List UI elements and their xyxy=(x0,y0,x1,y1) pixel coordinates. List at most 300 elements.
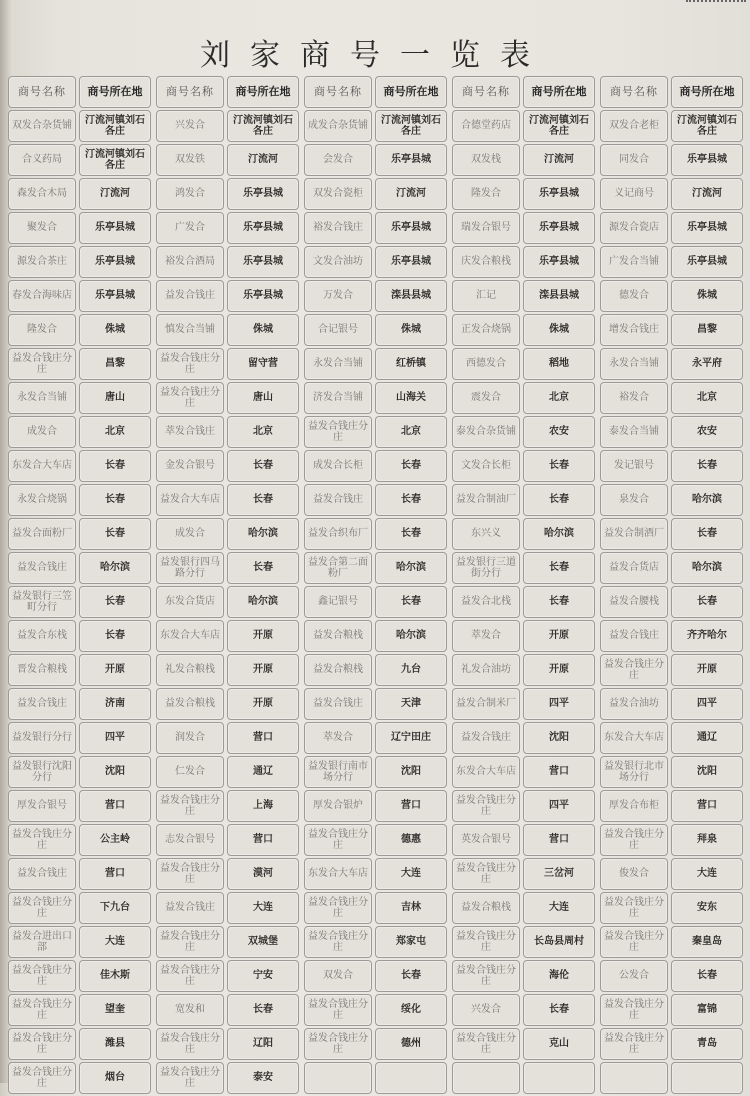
shop-name-cell: 益发合钱庄分庄 xyxy=(8,348,76,380)
table-row xyxy=(452,110,595,142)
shop-location-cell: 乐亭县城 xyxy=(227,246,299,278)
shop-location-cell: 长春 xyxy=(671,586,743,618)
shop-location-cell: 长春 xyxy=(671,518,743,550)
shop-name-cell: 益发合面粉厂 xyxy=(8,518,76,550)
table-row xyxy=(600,960,743,992)
shop-name-cell: 东发合大车店 xyxy=(452,756,520,788)
shop-name-cell: 慎发合当铺 xyxy=(156,314,224,346)
shop-name-cell: 益发合东栈 xyxy=(8,620,76,652)
shop-location-cell: 漠河 xyxy=(227,858,299,890)
table-row xyxy=(156,1062,299,1094)
shop-name-cell: 瑞发合银号 xyxy=(452,212,520,244)
shop-name-cell: 源发合瓷店 xyxy=(600,212,668,244)
table-row xyxy=(304,824,447,856)
table-row xyxy=(600,586,743,618)
shop-name-cell: 润发合 xyxy=(156,722,224,754)
shop-location-cell: 乐亭县城 xyxy=(79,246,151,278)
shop-location-cell: 富锦 xyxy=(671,994,743,1026)
shop-location-cell: 稻地 xyxy=(523,348,595,380)
shop-location-cell: 开原 xyxy=(523,654,595,686)
shop-name-cell: 万发合 xyxy=(304,280,372,312)
shop-location-cell: 汀流河镇刘石各庄 xyxy=(79,110,151,142)
shop-location-cell: 三岔河 xyxy=(523,858,595,890)
table-row xyxy=(304,790,447,822)
shop-name-cell: 成发合 xyxy=(8,416,76,448)
shop-name-cell: 益发合钱庄分庄 xyxy=(304,1028,372,1060)
shop-name-cell: 益发银行三道街分行 xyxy=(452,552,520,584)
shop-name-cell: 益发银行三笠町分行 xyxy=(8,586,76,618)
shop-location-cell: 长春 xyxy=(671,450,743,482)
table-row xyxy=(304,722,447,754)
shop-location-cell: 营口 xyxy=(79,790,151,822)
table-row xyxy=(600,620,743,652)
table-row xyxy=(8,144,151,176)
shop-name-cell: 德发合 xyxy=(600,280,668,312)
shop-location-cell: 汀流河 xyxy=(671,178,743,210)
shop-name-cell: 汇记 xyxy=(452,280,520,312)
shop-location-cell: 下九台 xyxy=(79,892,151,924)
header-row xyxy=(600,76,743,108)
shop-location-cell: 长春 xyxy=(375,960,447,992)
table-row xyxy=(304,960,447,992)
table-row xyxy=(452,382,595,414)
shop-name-cell: 益发合钱庄 xyxy=(8,858,76,890)
table-row xyxy=(8,314,151,346)
shop-location-cell: 汀流河 xyxy=(523,144,595,176)
shop-location-cell: 汀流河 xyxy=(375,178,447,210)
table-row xyxy=(304,586,447,618)
table-row xyxy=(452,518,595,550)
shop-location-cell: 沈阳 xyxy=(375,756,447,788)
table-row xyxy=(8,450,151,482)
shop-name-cell: 益发合钱庄 xyxy=(304,484,372,516)
table-row xyxy=(304,1062,447,1094)
shop-location-cell: 德惠 xyxy=(375,824,447,856)
table-row xyxy=(156,450,299,482)
shop-name-cell: 益发合进出口部 xyxy=(8,926,76,958)
table-row xyxy=(304,654,447,686)
shop-location-cell: 绥化 xyxy=(375,994,447,1026)
table-row xyxy=(156,212,299,244)
table-row xyxy=(8,212,151,244)
shop-location-cell: 唐山 xyxy=(227,382,299,414)
shop-location-cell: 安东 xyxy=(671,892,743,924)
table-row xyxy=(452,212,595,244)
table-row xyxy=(156,552,299,584)
shop-name-cell: 益发合钱庄分庄 xyxy=(304,926,372,958)
shop-location-cell: 长春 xyxy=(227,450,299,482)
table-row xyxy=(600,450,743,482)
shop-location-cell: 长春 xyxy=(375,484,447,516)
shop-name-cell: 永发合当铺 xyxy=(304,348,372,380)
shop-name-cell: 益发合钱庄分庄 xyxy=(156,348,224,380)
shop-location-cell: 乐亭县城 xyxy=(375,212,447,244)
shop-name-cell: 正发合烧锅 xyxy=(452,314,520,346)
shop-name-cell: 发记银号 xyxy=(600,450,668,482)
shop-location-cell: 哈尔滨 xyxy=(523,518,595,550)
shop-name-cell: 益发合钱庄 xyxy=(600,620,668,652)
shop-name-cell: 文发合油坊 xyxy=(304,246,372,278)
shop-name-cell: 益发合制油厂 xyxy=(452,484,520,516)
table-row xyxy=(156,110,299,142)
shop-name-cell: 合德堂药店 xyxy=(452,110,520,142)
shop-name-cell: 永发合烧锅 xyxy=(8,484,76,516)
table-row xyxy=(600,314,743,346)
shop-location-cell: 长春 xyxy=(79,518,151,550)
shop-location-cell: 农安 xyxy=(671,416,743,448)
shop-location-cell: 北京 xyxy=(671,382,743,414)
table-row xyxy=(8,960,151,992)
shop-name-cell: 益发银行四马路分行 xyxy=(156,552,224,584)
shop-location-cell: 佳木斯 xyxy=(79,960,151,992)
header-shop-name: 商号名称 xyxy=(156,76,224,108)
table-row xyxy=(156,654,299,686)
table-row xyxy=(600,994,743,1026)
page-edge-mark xyxy=(686,0,746,5)
table-row xyxy=(304,994,447,1026)
table-row xyxy=(452,246,595,278)
shop-location-cell: 北京 xyxy=(227,416,299,448)
header-row xyxy=(156,76,299,108)
shop-name-cell: 益发合货店 xyxy=(600,552,668,584)
shop-name-cell: 英发合银号 xyxy=(452,824,520,856)
table-row xyxy=(8,722,151,754)
shop-name-cell: 隆发合 xyxy=(452,178,520,210)
shop-location-cell: 长春 xyxy=(523,552,595,584)
table-row xyxy=(156,280,299,312)
shop-location-cell: 开原 xyxy=(227,688,299,720)
shop-location-cell: 望奎 xyxy=(79,994,151,1026)
shop-location-cell xyxy=(375,1062,447,1094)
shop-name-cell: 益发合钱庄分庄 xyxy=(8,1062,76,1094)
table-row xyxy=(600,178,743,210)
shop-location-cell: 乐亭县城 xyxy=(227,280,299,312)
table-row xyxy=(452,960,595,992)
shop-name-cell: 益发合钱庄 xyxy=(452,722,520,754)
header-shop-name: 商号名称 xyxy=(600,76,668,108)
table-row xyxy=(156,858,299,890)
shop-location-cell: 潍县 xyxy=(79,1028,151,1060)
shop-location-cell: 乐亭县城 xyxy=(79,280,151,312)
shop-location-cell: 长春 xyxy=(79,620,151,652)
shop-location-cell: 营口 xyxy=(227,722,299,754)
shop-name-cell: 益发合制米厂 xyxy=(452,688,520,720)
table-row xyxy=(452,994,595,1026)
shop-name-cell: 益发合钱庄分庄 xyxy=(156,858,224,890)
shop-location-cell: 长春 xyxy=(375,450,447,482)
shop-location-cell: 青岛 xyxy=(671,1028,743,1060)
table-row xyxy=(304,382,447,414)
table-row xyxy=(8,110,151,142)
shop-location-cell: 泰安 xyxy=(227,1062,299,1094)
shop-location-cell: 沈阳 xyxy=(79,756,151,788)
shop-location-cell: 大连 xyxy=(671,858,743,890)
page-title: 刘家商号一览表 xyxy=(200,38,550,73)
shop-name-cell: 金发合银号 xyxy=(156,450,224,482)
shop-location-cell: 天津 xyxy=(375,688,447,720)
header-row xyxy=(304,76,447,108)
shop-location-cell xyxy=(671,1062,743,1094)
table-row xyxy=(8,994,151,1026)
shop-name-cell: 泰发合当铺 xyxy=(600,416,668,448)
table-row xyxy=(304,756,447,788)
shop-name-cell: 增发合钱庄 xyxy=(600,314,668,346)
shop-name-cell: 同发合 xyxy=(600,144,668,176)
table-row xyxy=(8,586,151,618)
shop-location-cell: 吉林 xyxy=(375,892,447,924)
shop-name-cell: 裕发合酒局 xyxy=(156,246,224,278)
shop-location-cell: 乐亭县城 xyxy=(523,246,595,278)
table-row xyxy=(8,416,151,448)
shop-name-cell: 聚发合 xyxy=(8,212,76,244)
shop-name-cell: 成发合 xyxy=(156,518,224,550)
shop-name-cell: 双发合 xyxy=(304,960,372,992)
table-row xyxy=(8,926,151,958)
table-row xyxy=(156,994,299,1026)
shop-name-cell: 志发合银号 xyxy=(156,824,224,856)
table-row xyxy=(452,348,595,380)
table-row xyxy=(452,1028,595,1060)
table-group-3 xyxy=(304,76,447,1096)
shop-name-cell: 益发合钱庄分庄 xyxy=(156,1028,224,1060)
table-row xyxy=(8,620,151,652)
shop-name-cell: 益发合钱庄分庄 xyxy=(452,926,520,958)
table-group-2 xyxy=(156,76,299,1096)
table-row xyxy=(600,858,743,890)
table-row xyxy=(452,314,595,346)
table-row xyxy=(600,382,743,414)
shop-name-cell: 益发银行南市场分行 xyxy=(304,756,372,788)
table-row xyxy=(304,144,447,176)
header-shop-location: 商号所在地 xyxy=(79,76,151,108)
table-row xyxy=(304,518,447,550)
header-shop-location: 商号所在地 xyxy=(375,76,447,108)
shop-name-cell: 东兴义 xyxy=(452,518,520,550)
table-row xyxy=(452,552,595,584)
shop-location-cell: 北京 xyxy=(375,416,447,448)
table-row xyxy=(156,756,299,788)
shop-name-cell: 隆发合 xyxy=(8,314,76,346)
table-row xyxy=(304,892,447,924)
shop-name-cell: 益发合钱庄 xyxy=(8,552,76,584)
shop-location-cell: 海伦 xyxy=(523,960,595,992)
table-row xyxy=(8,1062,151,1094)
shop-name-cell: 益发合北栈 xyxy=(452,586,520,618)
shop-location-cell: 营口 xyxy=(671,790,743,822)
shop-location-cell: 侏城 xyxy=(523,314,595,346)
shop-name-cell: 益发合钱庄分庄 xyxy=(452,1028,520,1060)
shop-location-cell: 九台 xyxy=(375,654,447,686)
shop-name-cell xyxy=(452,1062,520,1094)
shop-name-cell: 宽发和 xyxy=(156,994,224,1026)
table-row xyxy=(8,654,151,686)
table-row xyxy=(156,824,299,856)
shop-name-cell: 益发合粮栈 xyxy=(304,654,372,686)
shop-name-cell: 义记商号 xyxy=(600,178,668,210)
table-row xyxy=(304,416,447,448)
table-row xyxy=(304,1028,447,1060)
table-row xyxy=(304,620,447,652)
shop-name-cell: 礼发合油坊 xyxy=(452,654,520,686)
shop-location-cell: 长春 xyxy=(79,484,151,516)
shop-name-cell: 益发合钱庄分庄 xyxy=(156,960,224,992)
table-row xyxy=(600,110,743,142)
shop-location-cell: 宁安 xyxy=(227,960,299,992)
header-row xyxy=(8,76,151,108)
table-row xyxy=(600,348,743,380)
table-row xyxy=(8,348,151,380)
shop-location-cell: 长春 xyxy=(523,994,595,1026)
shop-location-cell: 营口 xyxy=(227,824,299,856)
shop-name-cell: 源发合茶庄 xyxy=(8,246,76,278)
shop-name-cell: 双发合瓷柜 xyxy=(304,178,372,210)
shop-location-cell: 济南 xyxy=(79,688,151,720)
shop-name-cell: 晋发合粮栈 xyxy=(8,654,76,686)
shop-location-cell: 营口 xyxy=(523,756,595,788)
shop-location-cell: 乐亭县城 xyxy=(523,178,595,210)
shop-location-cell: 哈尔滨 xyxy=(227,586,299,618)
table-row xyxy=(8,756,151,788)
shop-name-cell: 益发合钱庄分庄 xyxy=(8,824,76,856)
shop-name-cell: 益发合粮栈 xyxy=(304,620,372,652)
shop-name-cell: 济发合当铺 xyxy=(304,382,372,414)
shop-location-cell: 唐山 xyxy=(79,382,151,414)
table-row xyxy=(156,348,299,380)
shop-name-cell: 礼发合粮栈 xyxy=(156,654,224,686)
table-row xyxy=(452,688,595,720)
shop-name-cell: 益发合织布厂 xyxy=(304,518,372,550)
table-row xyxy=(600,892,743,924)
shop-table xyxy=(8,76,744,1096)
shop-name-cell: 萃发合钱庄 xyxy=(156,416,224,448)
shop-name-cell: 益发合钱庄 xyxy=(156,892,224,924)
table-group-5 xyxy=(600,76,743,1096)
table-row xyxy=(8,688,151,720)
table-row xyxy=(452,824,595,856)
shop-name-cell: 益发合钱庄分庄 xyxy=(600,926,668,958)
table-row xyxy=(156,688,299,720)
shop-location-cell: 昌黎 xyxy=(79,348,151,380)
header-shop-location: 商号所在地 xyxy=(671,76,743,108)
shop-name-cell: 东发合大车店 xyxy=(304,858,372,890)
shop-name-cell: 会发合 xyxy=(304,144,372,176)
table-row xyxy=(156,484,299,516)
shop-location-cell: 乐亭县城 xyxy=(523,212,595,244)
header-shop-name: 商号名称 xyxy=(304,76,372,108)
table-row xyxy=(304,926,447,958)
shop-location-cell: 齐齐哈尔 xyxy=(671,620,743,652)
table-row xyxy=(600,552,743,584)
shop-location-cell: 四平 xyxy=(671,688,743,720)
shop-name-cell: 鸿发合 xyxy=(156,178,224,210)
shop-name-cell: 萃发合 xyxy=(452,620,520,652)
shop-location-cell: 长春 xyxy=(523,484,595,516)
shop-name-cell: 益发合钱庄分庄 xyxy=(8,1028,76,1060)
table-row xyxy=(452,280,595,312)
table-row xyxy=(8,892,151,924)
table-row xyxy=(304,484,447,516)
shop-location-cell: 长岛县周村 xyxy=(523,926,595,958)
table-row xyxy=(600,756,743,788)
shop-name-cell: 益发合腰栈 xyxy=(600,586,668,618)
shop-name-cell: 益发银行分行 xyxy=(8,722,76,754)
table-row xyxy=(600,1062,743,1094)
shop-location-cell: 拜泉 xyxy=(671,824,743,856)
shop-name-cell: 益发银行北市场分行 xyxy=(600,756,668,788)
shop-location-cell: 乐亭县城 xyxy=(375,246,447,278)
table-row xyxy=(304,314,447,346)
shop-name-cell: 合义药局 xyxy=(8,144,76,176)
shop-name-cell: 永发合当铺 xyxy=(8,382,76,414)
table-row xyxy=(8,382,151,414)
shop-name-cell: 益发合钱庄分庄 xyxy=(304,892,372,924)
shop-name-cell: 益发合钱庄分庄 xyxy=(600,824,668,856)
shop-name-cell: 厚发合银号 xyxy=(8,790,76,822)
shop-name-cell: 益发合钱庄分庄 xyxy=(452,858,520,890)
shop-name-cell: 东发合大车店 xyxy=(600,722,668,754)
shop-name-cell: 益发合钱庄分庄 xyxy=(600,1028,668,1060)
table-row xyxy=(600,144,743,176)
shop-location-cell: 哈尔滨 xyxy=(375,620,447,652)
shop-location-cell: 侏城 xyxy=(79,314,151,346)
shop-name-cell: 益发合大车店 xyxy=(156,484,224,516)
table-row xyxy=(156,620,299,652)
shop-location-cell: 双城堡 xyxy=(227,926,299,958)
shop-name-cell: 益发合钱庄分庄 xyxy=(304,824,372,856)
table-group-4 xyxy=(452,76,595,1096)
table-row xyxy=(304,552,447,584)
shop-location-cell: 留守营 xyxy=(227,348,299,380)
shop-location-cell: 营口 xyxy=(375,790,447,822)
shop-location-cell: 农安 xyxy=(523,416,595,448)
shop-name-cell: 益发合粮栈 xyxy=(156,688,224,720)
table-row xyxy=(8,518,151,550)
shop-location-cell: 乐亭县城 xyxy=(671,144,743,176)
table-row xyxy=(600,824,743,856)
table-row xyxy=(304,246,447,278)
header-shop-name: 商号名称 xyxy=(8,76,76,108)
table-row xyxy=(600,722,743,754)
shop-name-cell: 永发合当铺 xyxy=(600,348,668,380)
shop-location-cell: 通辽 xyxy=(227,756,299,788)
shop-location-cell: 营口 xyxy=(79,858,151,890)
table-row xyxy=(156,926,299,958)
shop-name-cell: 震发合 xyxy=(452,382,520,414)
shop-name-cell: 泉发合 xyxy=(600,484,668,516)
shop-location-cell: 汀流河 xyxy=(227,144,299,176)
shop-name-cell: 益发合钱庄分庄 xyxy=(156,382,224,414)
table-row xyxy=(600,280,743,312)
shop-location-cell: 克山 xyxy=(523,1028,595,1060)
shop-location-cell: 长春 xyxy=(227,484,299,516)
table-row xyxy=(156,722,299,754)
shop-name-cell: 公发合 xyxy=(600,960,668,992)
shop-location-cell: 红桥镇 xyxy=(375,348,447,380)
shop-name-cell: 益发合钱庄分庄 xyxy=(156,926,224,958)
shop-name-cell: 成发合长柜 xyxy=(304,450,372,482)
shop-name-cell: 双发铁 xyxy=(156,144,224,176)
shop-location-cell: 长春 xyxy=(375,518,447,550)
table-row xyxy=(8,858,151,890)
shop-name-cell: 益发合钱庄分庄 xyxy=(8,892,76,924)
shop-location-cell: 大连 xyxy=(375,858,447,890)
shop-name-cell: 厚发合银炉 xyxy=(304,790,372,822)
shop-name-cell: 裕发合钱庄 xyxy=(304,212,372,244)
shop-name-cell xyxy=(600,1062,668,1094)
table-row xyxy=(600,518,743,550)
shop-location-cell: 长春 xyxy=(523,586,595,618)
table-row xyxy=(600,1028,743,1060)
